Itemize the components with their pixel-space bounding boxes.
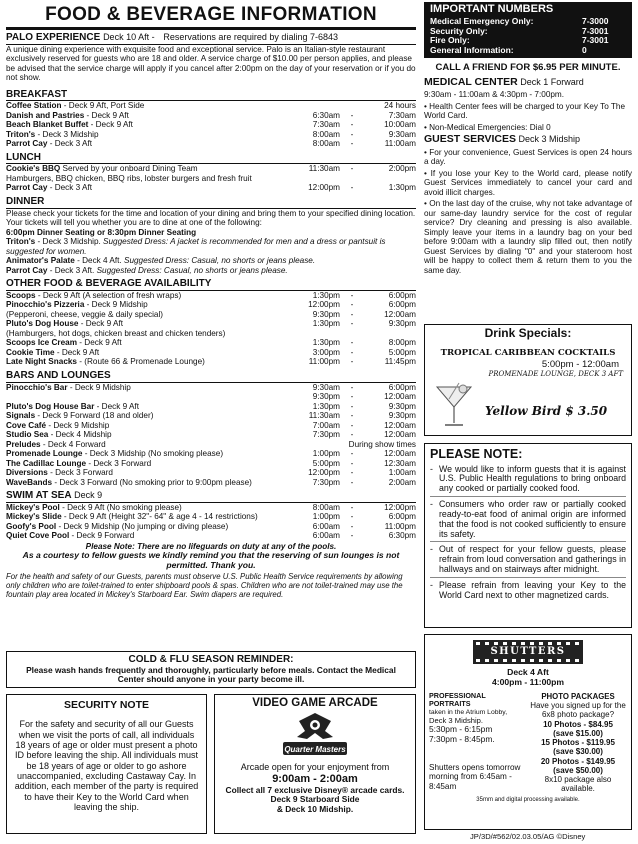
item-name: Pinocchio's Bar bbox=[6, 382, 68, 392]
item-name: Scoops Ice Cream bbox=[6, 338, 77, 348]
item-close-time: 9:30pm bbox=[388, 411, 416, 421]
item-open-time: 12:00pm bbox=[308, 468, 340, 478]
swim-list bbox=[6, 503, 416, 541]
item-dash: - bbox=[350, 502, 354, 512]
item-dash: - bbox=[350, 129, 354, 139]
item-location: - Deck 9 Aft bbox=[77, 338, 122, 348]
shutters-deck: Deck 4 Aft bbox=[507, 667, 549, 677]
please-note-list bbox=[430, 465, 626, 603]
list-item bbox=[6, 411, 416, 421]
left-column bbox=[6, 4, 416, 599]
item-dash: - bbox=[350, 382, 354, 392]
item-open-time: 8:00am bbox=[312, 502, 340, 512]
item-open-time: 6:30am bbox=[312, 110, 340, 120]
lunch-heading: LUNCH bbox=[6, 152, 416, 165]
item-location: - Deck 9 Aft bbox=[94, 401, 139, 411]
important-heading: IMPORTANT NUMBERS bbox=[424, 2, 632, 17]
bars-list bbox=[6, 383, 416, 488]
item-open-time: 1:30pm bbox=[312, 319, 340, 329]
drink-sub: TROPICAL CARIBBEAN COCKTAILS bbox=[440, 347, 616, 358]
item-dash: - bbox=[350, 347, 354, 357]
list-item bbox=[6, 120, 416, 130]
portraits-deck: Deck 3 Midship. bbox=[429, 715, 484, 725]
item-open-time: 6:00am bbox=[312, 531, 340, 541]
cookie-menu: Hamburgers, BBQ chicken, BBQ ribs, lobster burgers and fresh fruit bbox=[6, 173, 252, 183]
package-4: 8x10 package also available. bbox=[544, 775, 612, 794]
medical-hours: 9:30am - 11:00am & 4:30pm - 7:00pm. bbox=[424, 90, 565, 100]
list-item bbox=[6, 421, 416, 431]
item-close-time: 2:00am bbox=[388, 477, 416, 487]
breakfast-list bbox=[6, 101, 416, 149]
item-dash: - bbox=[350, 300, 354, 310]
item-location: - Deck 9 Midship (No jumping or diving please) bbox=[56, 521, 229, 531]
item-name: Scoops bbox=[6, 290, 36, 300]
arcade-line4: Deck 9 Starboard Side bbox=[270, 794, 360, 805]
item-close-time: 12:00am bbox=[384, 430, 416, 440]
arcade-heading: VIDEO GAME ARCADE bbox=[252, 697, 378, 709]
palo-location: Deck 10 Aft - bbox=[103, 32, 155, 43]
important-number: 7-3001 bbox=[582, 35, 609, 46]
security-note-text: For the safety and security of all our Guests when we visit the ports of call, all individuals 18 years of age or older must present a photo ID before leaving the ship. All individuals must be 18 years of age or older to go ashore unaccompanied, excluding Castaway Cay. In addition, each member of the party is required to have their Key to the World Card when leaving the ship. bbox=[14, 719, 199, 812]
shutters-logo-icon bbox=[473, 638, 583, 666]
arcade-line5: & Deck 10 Midship. bbox=[276, 804, 354, 815]
drink-place: PROMENADE LOUNGE, DECK 3 AFT bbox=[488, 369, 623, 378]
please-note-text: Out of respect for your fellow guests, please refrain from loud conversation and gatherings in hallways and on stairways after midnight. bbox=[439, 544, 626, 575]
medical-heading-row bbox=[424, 76, 632, 88]
page-title: FOOD & BEVERAGE INFORMATION bbox=[6, 4, 416, 30]
item-name: Mickey's Slide bbox=[6, 512, 62, 522]
dinner-text: Please check your tickets for the time and location of your dining and bring them to your specified dining location. Your tickets will tell you whether you are to dine at one of the following: bbox=[6, 208, 416, 228]
important-label: Security Only: bbox=[430, 25, 488, 36]
item-dash: - bbox=[350, 357, 354, 367]
item-name: Studio Sea bbox=[6, 430, 49, 440]
cookie-close: 2:00pm bbox=[388, 164, 416, 174]
list-item: Cookie's BBQ Served by your onboard Dining Team 11:30am - 2:00pm bbox=[6, 164, 416, 174]
guest-bullet-2: • If you lose your Key to the World card, please notify Guest Services immediately to cancel your card and avoid illicit charges. bbox=[424, 168, 632, 197]
item-dash: - bbox=[350, 512, 354, 522]
shutters-hours: 4:00pm - 11:00pm bbox=[491, 676, 565, 687]
guest-heading: GUEST SERVICES bbox=[424, 133, 516, 146]
portraits-sub: taken in the Atrium Lobby, bbox=[429, 708, 508, 716]
item-open-time: 11:30am bbox=[308, 411, 340, 421]
guest-bullet-3: • On the last day of the cruise, why not take advantage of our same-day laundry service for the cost of regular service? Dry cleaning and pressing is also available. Simply leave your items in a laundry bag on your bed before 9:00am with a laundry slip filled out, then notify Guest Services by dialing "0" and your stateroom host will be happy to collect them & return them to you the same day. bbox=[424, 199, 632, 275]
please-note-item: - Please refrain from leaving your Key to the World Card next to other magnetized cards. bbox=[430, 579, 626, 600]
list-item bbox=[6, 139, 416, 149]
item-name: Triton's bbox=[6, 129, 36, 139]
list-item bbox=[6, 512, 416, 522]
item-dash: - bbox=[350, 110, 354, 120]
list-item bbox=[6, 338, 416, 348]
item-location: - Deck 9 Aft (No smoking please) bbox=[59, 502, 182, 512]
list-item bbox=[6, 440, 416, 450]
item-location: - Deck 3 Forward bbox=[47, 468, 113, 478]
list-item bbox=[6, 430, 416, 440]
item-location: - Deck 9 Aft bbox=[88, 120, 133, 130]
item-dash: - bbox=[350, 290, 354, 300]
package-3-save: (save $50.00) bbox=[553, 765, 603, 775]
item-location: - Deck 3 Midship bbox=[35, 129, 99, 139]
item-close-time: During show times bbox=[348, 439, 416, 449]
item-location: - Deck 9 Midship bbox=[46, 420, 110, 430]
item-open-time: 12:00pm bbox=[308, 300, 340, 310]
item-location: - Deck 4 Forward bbox=[40, 439, 106, 449]
item-name: Pluto's Dog House Bar bbox=[6, 401, 95, 411]
item-open-time: 8:00am bbox=[312, 139, 340, 149]
item-open-time: 7:30pm bbox=[312, 477, 340, 487]
item-dash: - bbox=[350, 521, 354, 531]
please-note-text: We would like to inform guests that it is against U.S. Public Health regulations to bring onboard any cooked or partially cooked food. bbox=[439, 463, 626, 494]
list-item bbox=[6, 449, 416, 459]
item-location: - (Route 66 & Promenade Lounge) bbox=[76, 357, 205, 367]
item-dash: - bbox=[350, 338, 354, 348]
guest-deck: Deck 3 Midship bbox=[516, 134, 581, 145]
important-number-row bbox=[424, 46, 632, 56]
call-friend: CALL A FRIEND FOR $6.95 PER MINUTE. bbox=[435, 62, 621, 74]
important-label: Medical Emergency Only: bbox=[430, 15, 534, 26]
flu-heading: COLD & FLU SEASON REMINDER: bbox=[128, 654, 294, 665]
cookie-location: Served by your onboard Dining Team bbox=[60, 164, 198, 174]
swim-heading: SWIM AT SEA bbox=[6, 490, 72, 502]
item-open-time: 6:00am bbox=[312, 521, 340, 531]
item-dash: - bbox=[350, 477, 354, 487]
item-open-time: 9:30am bbox=[312, 382, 340, 392]
item-close-time: 11:00am bbox=[384, 139, 416, 149]
swim-note-lifeguards: Please Note: There are no lifeguards on duty at any of the pools. bbox=[85, 541, 337, 551]
item-name: Signals bbox=[6, 411, 36, 421]
please-note-text: Please refrain from leaving your Key to the World Card next to other magnetized cards. bbox=[439, 579, 626, 600]
item-open-time: 3:00pm bbox=[312, 347, 340, 357]
item-close-time: 6:30pm bbox=[388, 531, 416, 541]
item-location: - Deck 3 Midship (No smoking please) bbox=[82, 449, 224, 459]
cookie-name: Cookie's BBQ bbox=[6, 164, 61, 174]
shutters-logo-text: SHUTTERS bbox=[490, 646, 566, 657]
portraits-heading: PROFESSIONAL PORTRAITS bbox=[429, 690, 486, 709]
package-1-save: (save $15.00) bbox=[553, 728, 603, 738]
cocktail-glass-icon bbox=[429, 381, 479, 431]
cookie-open: 11:30am bbox=[308, 164, 340, 174]
item-close-time: 10:00am bbox=[384, 120, 416, 130]
list-item bbox=[6, 101, 416, 111]
item-dash: - bbox=[350, 430, 354, 440]
item-dash: - bbox=[350, 449, 354, 459]
footer-code: JP/3D/#562/02.03.05/AG ©Disney bbox=[470, 832, 586, 841]
right-column bbox=[424, 2, 632, 275]
item-name: Preludes bbox=[6, 439, 41, 449]
important-list bbox=[424, 17, 632, 56]
item-close-time: 5:00pm bbox=[388, 347, 416, 357]
medical-bullet-1: • Health Center fees will be charged to your Key To The World Card. bbox=[424, 101, 625, 121]
lunch-parrot-location: - Deck 3 Aft bbox=[47, 183, 93, 193]
item-dash: - bbox=[350, 458, 354, 468]
please-note-item: - Consumers who order raw or partially cooked ready-to-eat food of animal origin are informed that the food is not cooked sufficiently to ensure its safety. bbox=[430, 500, 626, 542]
breakfast-heading: BREAKFAST bbox=[6, 89, 416, 102]
swim-note-health: For the health and safety of our Guests, parents must observe U.S. Public Health Service requirements by allowing only children who are toilet-trained to enter shipboard pools & spas. Children who are not toilet-trained may use the fountain play area located in Mickey's Starboard Ear. Swim diapers are required. bbox=[6, 572, 403, 600]
drink-specials-box bbox=[424, 324, 632, 436]
item-name: Parrot Cay bbox=[6, 139, 48, 149]
item-open-time: 1:30pm bbox=[312, 401, 340, 411]
lunch-parrot-open: 12:00pm bbox=[308, 183, 340, 193]
list-item bbox=[6, 383, 416, 393]
list-item bbox=[6, 300, 416, 310]
palo-text: A unique dining experience with exquisite food and exceptional service. Palo is an Italian-style restaurant exclusively reserved for guests who are 18 and older. A service charge of $10.00 per person applies, and please be advised that the service charge will apply if you cancel after 2:00pm on the day of your reservation or if you do not show. bbox=[6, 44, 416, 83]
item-open-time: 7:30am bbox=[312, 120, 340, 130]
item-name: Diversions bbox=[6, 468, 48, 478]
item-location: - Deck 4 Midship bbox=[48, 430, 112, 440]
drink-item: Yellow Bird $ 3.50 bbox=[485, 404, 608, 418]
item-name: Coffee Station bbox=[6, 101, 62, 111]
list-item bbox=[6, 357, 416, 367]
item-dash bbox=[340, 101, 364, 111]
item-dash: - bbox=[350, 411, 354, 421]
item-close-time: 12:30am bbox=[384, 458, 416, 468]
item-close-time: 11:45pm bbox=[384, 357, 416, 367]
item-close-time: 12:00am bbox=[384, 309, 416, 319]
item-close-time: 11:00pm bbox=[384, 521, 416, 531]
item-dash: - bbox=[350, 420, 354, 430]
palo-reservation: Reservations are required by dialing 7-6843 bbox=[163, 32, 338, 43]
dinner-heading: DINNER bbox=[6, 196, 416, 209]
item-dash: - bbox=[350, 309, 354, 319]
shutters-opens: Shutters opens tomorrow morning from 6:45am - 8:45am bbox=[429, 762, 521, 791]
please-note-box bbox=[424, 443, 632, 628]
item-open-time: 7:00am bbox=[312, 420, 340, 430]
list-item: Parrot Cay - Deck 3 Aft 12:00pm - 1:30pm bbox=[6, 183, 416, 193]
item-location: - Deck 9 Aft (A selection of fresh wraps) bbox=[35, 290, 182, 300]
dinner-parrot: Parrot Cay - Deck 3 Aft. Suggested Dress: Casual, no shorts or jeans please. bbox=[6, 265, 288, 275]
palo-heading-row bbox=[6, 32, 416, 45]
item-close-time: 6:00pm bbox=[388, 512, 416, 522]
item-location: (Pepperoni, cheese, veggie & daily special) bbox=[6, 309, 164, 319]
shutters-box bbox=[424, 634, 632, 830]
item-open-time: 11:00pm bbox=[308, 357, 340, 367]
medical-deck: Deck 1 Forward bbox=[517, 77, 584, 88]
item-name: Goofy's Pool bbox=[6, 521, 57, 531]
item-name: The Cadillac Lounge bbox=[6, 458, 87, 468]
list-item bbox=[6, 392, 416, 402]
important-numbers-box bbox=[424, 2, 632, 58]
item-location: - Deck 3 Aft bbox=[47, 139, 93, 149]
item-close-time: 6:00pm bbox=[388, 290, 416, 300]
package-2: 15 Photos - $119.95 bbox=[541, 738, 615, 748]
important-number: 7-3001 bbox=[582, 25, 609, 36]
item-name: Beach Blanket Buffet bbox=[6, 120, 89, 130]
guest-bullet-1: • For your convenience, Guest Services is open 24 hours a day. bbox=[424, 147, 632, 167]
please-note-item: - Out of respect for your fellow guests, please refrain from loud conversation and gatherings in hallways and on stairways after midnight. bbox=[430, 545, 626, 578]
list-item bbox=[6, 111, 416, 121]
portraits-time-2: 7:30pm - 8:45pm. bbox=[429, 734, 495, 745]
item-open-time: 1:30pm bbox=[312, 290, 340, 300]
list-item bbox=[6, 130, 416, 140]
drink-time: 5:00pm - 12:00am bbox=[541, 358, 619, 370]
list-item bbox=[6, 319, 416, 329]
arcade-box bbox=[214, 694, 416, 834]
item-open-time bbox=[292, 329, 340, 339]
item-location: - Deck 9 Aft bbox=[84, 110, 129, 120]
arcade-line3: Collect all 7 exclusive Disney® arcade cards. bbox=[225, 784, 405, 795]
medical-bullet-2: • Non-Medical Emergencies: Dial 0 bbox=[424, 122, 551, 132]
package-1: 10 Photos - $84.95 bbox=[543, 719, 613, 729]
bars-heading: BARS AND LOUNGES bbox=[6, 370, 416, 383]
item-dash: - bbox=[350, 120, 354, 130]
please-note-text: Consumers who order raw or partially cooked ready-to-eat food of animal origin are informed that the food is not cooked sufficiently to ensure its safety. bbox=[439, 499, 626, 539]
important-label: Fire Only: bbox=[430, 35, 470, 46]
item-close-time: 9:30am bbox=[388, 129, 416, 139]
item-open-time: 1:00pm bbox=[312, 512, 340, 522]
flu-text: Please wash hands frequently and thoroughly, particularly before meals. Contact the Medical Center should anyone in your party become ill. bbox=[26, 664, 396, 685]
item-name: Quiet Cove Pool bbox=[6, 531, 70, 541]
shutters-digital: 35mm and digital processing available. bbox=[476, 796, 580, 803]
item-close-time: 8:00pm bbox=[388, 338, 416, 348]
dinner-tritons: Triton's - Deck 3 Midship. Suggested Dress: A jacket is recommended for men and a dress or pantsuit is suggested for women. bbox=[6, 237, 386, 256]
item-open-time: 7:30pm bbox=[312, 430, 340, 440]
item-location: - Deck 9 Forward bbox=[69, 531, 135, 541]
swim-deck: Deck 9 bbox=[71, 490, 103, 501]
list-item bbox=[6, 310, 416, 320]
item-location: - Deck 9 Midship bbox=[67, 382, 131, 392]
item-location: - Deck 9 Forward (18 and older) bbox=[35, 411, 154, 421]
list-item bbox=[6, 291, 416, 301]
list-item bbox=[6, 329, 416, 339]
palo-heading: PALO EXPERIENCE bbox=[6, 32, 101, 44]
arcade-line1: Arcade open for your enjoyment from bbox=[240, 762, 390, 773]
package-3: 20 Photos - $149.95 bbox=[540, 756, 616, 766]
flu-box bbox=[6, 651, 416, 688]
item-location: - Deck 3 Forward (No smoking prior to 9:00pm please) bbox=[52, 477, 252, 487]
item-dash: - bbox=[350, 531, 354, 541]
important-number: 7-3000 bbox=[582, 15, 609, 26]
item-close-time: 12:00am bbox=[384, 449, 416, 459]
item-name: Promenade Lounge bbox=[6, 449, 83, 459]
important-label: General Information: bbox=[430, 45, 514, 56]
item-open-time: 9:30pm bbox=[312, 309, 340, 319]
item-location: - Deck 9 Aft, Port Side bbox=[61, 101, 145, 111]
item-close-time: 7:30am bbox=[388, 110, 416, 120]
item-close-time bbox=[364, 329, 416, 339]
drink-heading: Drink Specials: bbox=[484, 326, 572, 340]
item-name: Pluto's Dog House bbox=[6, 319, 79, 329]
dinner-animators: Animator's Palate - Deck 4 Aft. Suggested Dress: Casual, no shorts or jeans please. bbox=[6, 256, 316, 266]
package-2-save: (save $30.00) bbox=[553, 747, 603, 757]
important-number: 0 bbox=[582, 45, 587, 56]
item-location: - Deck 9 Midship bbox=[84, 300, 148, 310]
list-item bbox=[6, 402, 416, 412]
item-close-time: 9:30pm bbox=[388, 319, 416, 329]
list-item bbox=[6, 478, 416, 488]
item-name: Late Night Snacks bbox=[6, 357, 77, 367]
list-item bbox=[6, 503, 416, 513]
item-close-time: 12:00pm bbox=[384, 502, 416, 512]
other-heading: OTHER FOOD & BEVERAGE AVAILABILITY bbox=[6, 278, 416, 291]
item-location: - Deck 3 Forward bbox=[86, 458, 152, 468]
item-dash: - bbox=[350, 468, 354, 478]
please-note-heading: PLEASE NOTE: bbox=[430, 447, 523, 461]
item-close-time: 12:00am bbox=[384, 420, 416, 430]
item-open-time: 5:00pm bbox=[312, 458, 340, 468]
lunch-parrot-close: 1:30pm bbox=[388, 183, 416, 193]
item-close-time: 1:00am bbox=[388, 468, 416, 478]
list-item bbox=[6, 522, 416, 532]
dinner-seating: 6:00pm Dinner Seating or 8:30pm Dinner Seating bbox=[6, 227, 197, 237]
item-name: Cookie Time bbox=[6, 347, 55, 357]
item-location: - Deck 9 Aft bbox=[54, 347, 100, 357]
item-dash bbox=[340, 329, 364, 339]
swim-heading-row bbox=[6, 490, 416, 503]
item-dash: - bbox=[350, 319, 354, 329]
item-close-time: 24 hours bbox=[384, 101, 416, 111]
item-location: - Deck 9 Aft bbox=[78, 319, 124, 329]
item-dash: - bbox=[350, 401, 354, 411]
item-dash: - bbox=[350, 139, 354, 149]
other-list bbox=[6, 291, 416, 367]
medical-heading: MEDICAL CENTER bbox=[424, 76, 518, 89]
portraits-time-1: 5:30pm - 6:15pm bbox=[429, 724, 493, 735]
security-note-heading: SECURITY NOTE bbox=[64, 699, 149, 711]
packages-intro: Have you signed up for the 6x8 photo package? bbox=[530, 700, 626, 720]
item-open-time: 1:30pm bbox=[312, 338, 340, 348]
list-item bbox=[6, 468, 416, 478]
item-dash: - bbox=[350, 392, 354, 402]
item-name: Mickey's Pool bbox=[6, 502, 60, 512]
item-name: WaveBands bbox=[6, 477, 53, 487]
item-close-time: 6:00pm bbox=[388, 300, 416, 310]
list-item bbox=[6, 459, 416, 469]
guest-heading-row bbox=[424, 133, 632, 145]
item-open-time: 8:00am bbox=[312, 129, 340, 139]
lunch-parrot-name: Parrot Cay bbox=[6, 183, 48, 193]
arcade-hours: 9:00am - 2:00am bbox=[272, 772, 358, 785]
packages-heading: PHOTO PACKAGES bbox=[541, 691, 615, 701]
list-item bbox=[6, 348, 416, 358]
item-name: Pinocchio's Pizzeria bbox=[6, 300, 85, 310]
item-close-time: 6:00pm bbox=[388, 382, 416, 392]
item-open-time: 1:00pm bbox=[312, 449, 340, 459]
list-item bbox=[6, 531, 416, 541]
item-name: Danish and Pastries bbox=[6, 110, 85, 120]
item-open-time: 9:30pm bbox=[312, 392, 340, 402]
item-location: (Hamburgers, hot dogs, chicken breast and chicken tenders) bbox=[6, 328, 226, 338]
item-location: - Deck 9 Aft (Height 32"- 64" & age 4 - 14 restrictions) bbox=[61, 512, 258, 522]
item-close-time: 9:30pm bbox=[388, 401, 416, 411]
item-close-time: 12:00am bbox=[384, 392, 416, 402]
please-note-item: - We would like to inform guests that it is against U.S. Public Health regulations to bring onboard any cooked or partially cooked food. bbox=[430, 465, 626, 498]
swim-note-lounges: As a courtesy to fellow guests we kindly remind you that the reserving of sun lounges is not permitted. Thank you. bbox=[22, 550, 400, 571]
item-open-time bbox=[292, 101, 340, 111]
item-name: Cove Café bbox=[6, 420, 47, 430]
security-note-box bbox=[6, 694, 207, 834]
